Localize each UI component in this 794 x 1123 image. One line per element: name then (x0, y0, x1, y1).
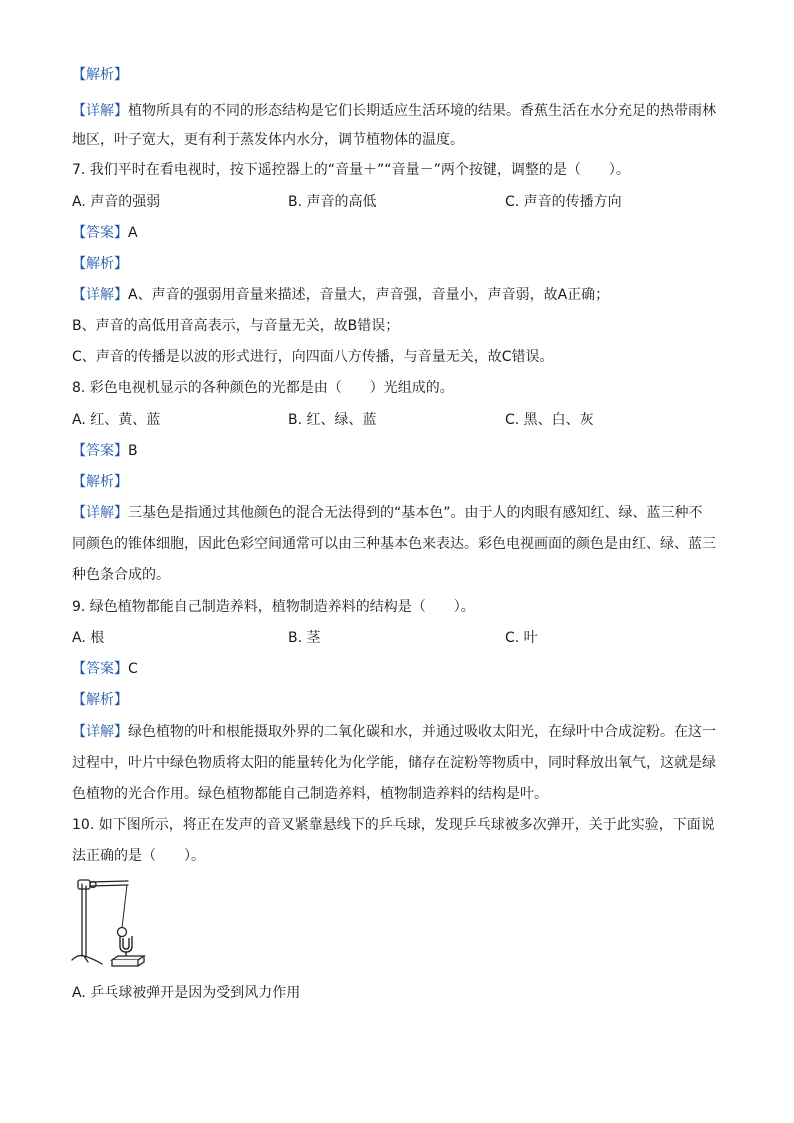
answer-tag: 【答案】 (72, 661, 128, 677)
q9-answer (72, 659, 732, 679)
detail-paragraph (72, 503, 732, 523)
q7-option-a: A. 声音的强弱 (72, 194, 161, 210)
resonance-box (112, 956, 144, 966)
answer-value: C (128, 661, 138, 677)
analysis-heading: 【解析】 (72, 692, 128, 708)
detail-text: 种色条合成的。 (72, 567, 170, 583)
tuning-fork-pendulum-figure (70, 876, 154, 968)
q8-answer (72, 441, 732, 461)
q7-option-b: B. 声音的高低 (288, 194, 377, 210)
question-8-stem: 8. 彩色电视机显示的各种颜色的光都是由（ ）光组成的。 (72, 380, 454, 396)
q9-option-a: A. 根 (72, 630, 105, 646)
detail-tag: 【详解】 (72, 103, 128, 119)
analysis-heading: 【解析】 (72, 67, 128, 83)
q8-option-a: A. 红、黄、蓝 (72, 412, 161, 428)
detail-paragraph (72, 101, 732, 121)
detail-tag: 【详解】 (72, 505, 128, 521)
detail-tag: 【详解】 (72, 287, 128, 303)
detail-text: 地区，叶子宽大，更有利于蒸发体内水分，调节植物体的温度。 (72, 132, 464, 148)
detail-paragraph (72, 285, 732, 305)
q7-option-c: C. 声音的传播方向 (505, 194, 622, 210)
analysis-heading: 【解析】 (72, 256, 128, 272)
detail-text: 色植物的光合作用。绿色植物都能自己制造养料，植物制造养料的结构是叶。 (72, 786, 548, 802)
clamp (78, 880, 90, 889)
q7-answer (72, 223, 732, 243)
question-7-stem: 7. 我们平时在看电视时，按下遥控器上的“音量＋”“音量－”两个按键，调整的是（ ）。 (72, 162, 630, 178)
answer-value: B (128, 443, 138, 459)
ping-pong-ball (118, 928, 127, 937)
detail-text: 三基色是指通过其他颜色的混合无法得到的“基本色”。由于人的肉眼有感知红、绿、蓝三种不 (128, 505, 703, 521)
answer-value: A (128, 225, 138, 241)
detail-text: 植物所具有的不同的形态结构是它们长期适应生活环境的结果。香蕉生活在水分充足的热带雨林 (128, 103, 716, 119)
detail-tag: 【详解】 (72, 724, 128, 740)
question-10-stem-cont: 法正确的是（ ）。 (72, 848, 205, 864)
q10-option-a: A. 乒乓球被弹开是因为受到风力作用 (72, 985, 301, 1001)
question-10-stem: 10. 如下图所示，将正在发声的音叉紧靠悬线下的乒乓球，发现乒乓球被多次弹开，关于此实验，下面说 (72, 817, 715, 833)
detail-text: A、声音的强弱用音量来描述，音量大，声音强，音量小，声音弱，故A正确； (128, 287, 610, 303)
detail-text: C、声音的传播是以波的形式进行，向四面八方传播，与音量无关，故C错误。 (72, 349, 554, 365)
q8-option-b: B. 红、绿、蓝 (288, 412, 377, 428)
q9-option-b: B. 茎 (288, 630, 321, 646)
detail-text: 同颜色的锥体细胞，因此色彩空间通常可以由三种基本色来表达。彩色电视画面的颜色是由红、绿、蓝三 (72, 536, 716, 552)
detail-paragraph (72, 722, 732, 742)
thread (122, 885, 127, 928)
q8-option-c: C. 黑、白、灰 (505, 412, 594, 428)
detail-text: 绿色植物的叶和根能摄取外界的二氧化碳和水，并通过吸收太阳光，在绿叶中合成淀粉。在这一 (128, 724, 716, 740)
detail-text: 过程中，叶片中绿色物质将太阳的能量转化为化学能，储存在淀粉等物质中，同时释放出氧气，这就是绿 (72, 755, 716, 771)
analysis-heading: 【解析】 (72, 474, 128, 490)
answer-tag: 【答案】 (72, 443, 128, 459)
q9-option-c: C. 叶 (505, 630, 538, 646)
answer-tag: 【答案】 (72, 225, 128, 241)
detail-text: B、声音的高低用音高表示，与音量无关，故B错误； (72, 318, 400, 334)
arm (90, 881, 128, 882)
question-9-stem: 9. 绿色植物都能自己制造养料，植物制造养料的结构是（ ）。 (72, 599, 475, 615)
